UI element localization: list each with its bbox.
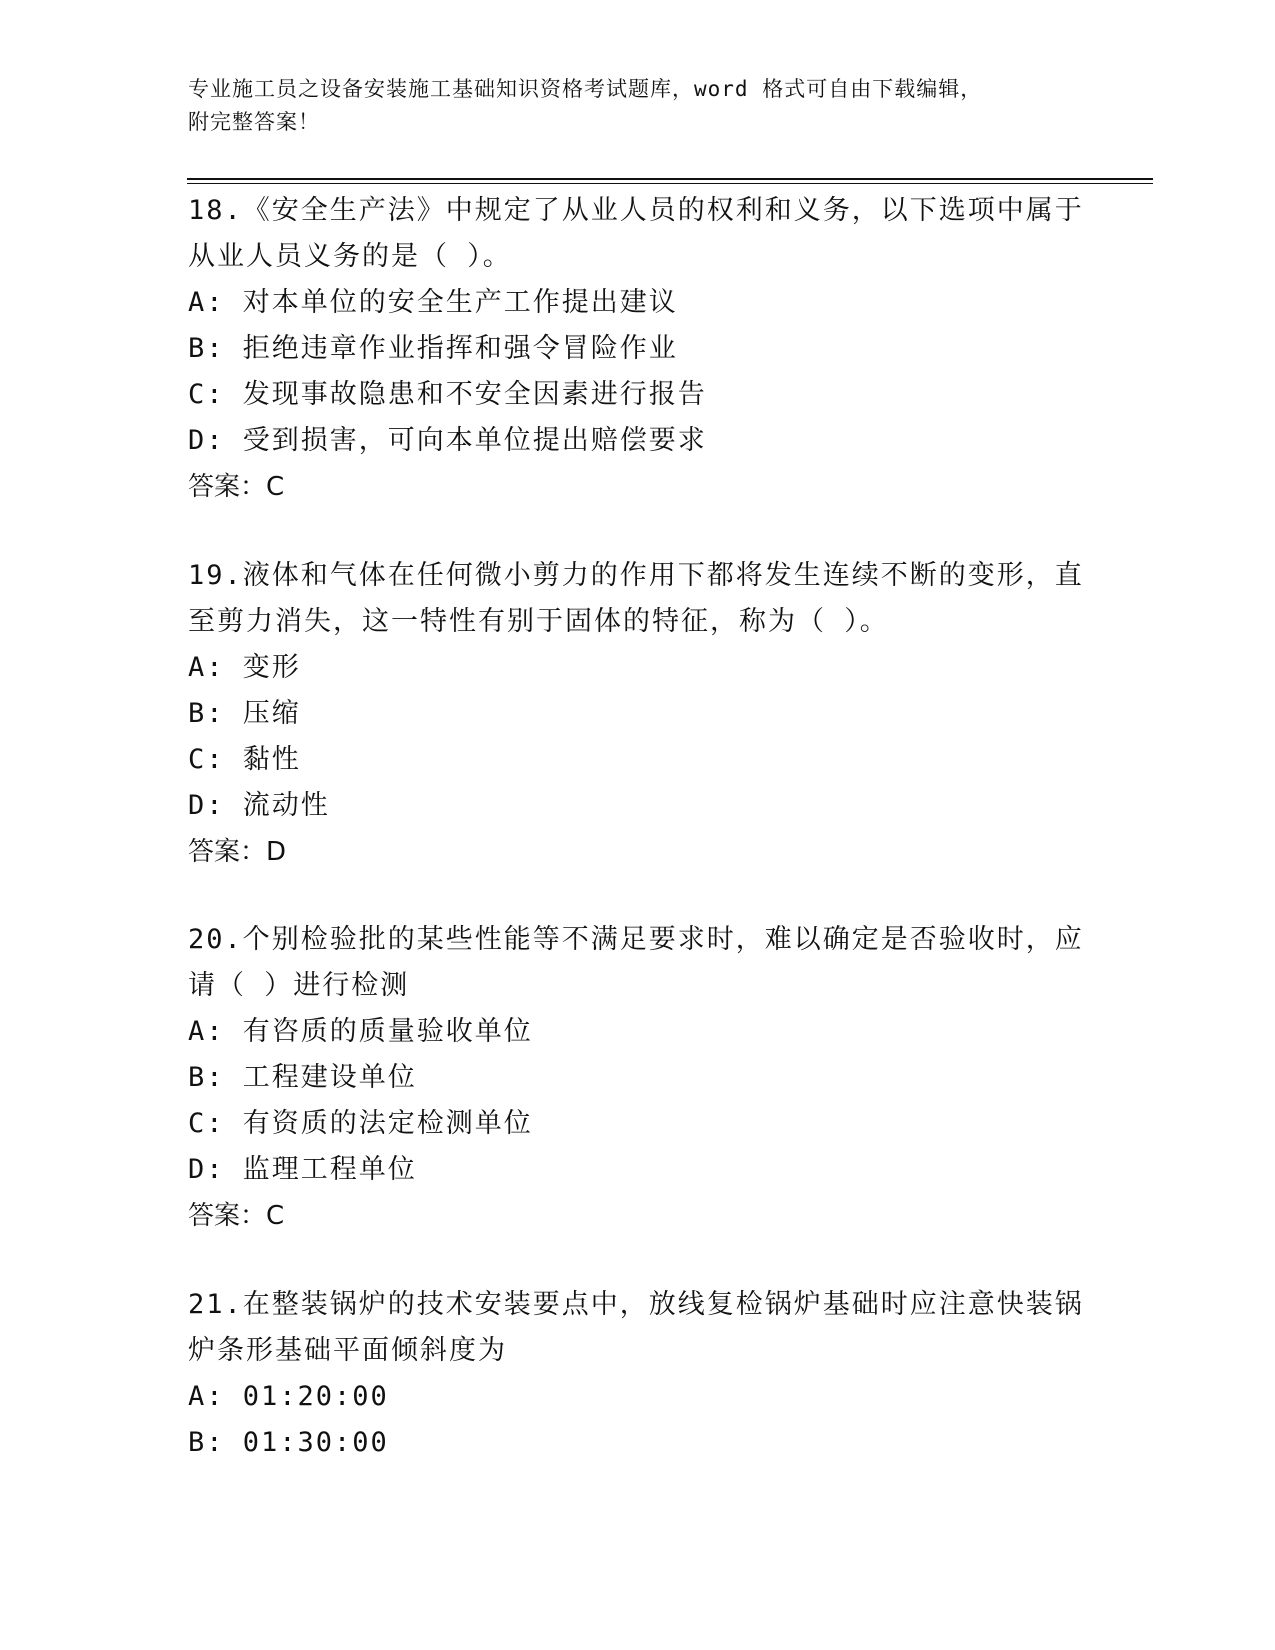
- option-a: A: 对本单位的安全生产工作提出建议: [188, 287, 678, 318]
- option-b: B: 压缩: [188, 698, 301, 729]
- answer-line: 答案：C: [188, 1201, 285, 1231]
- option-d: D: 监理工程单位: [188, 1154, 417, 1185]
- header-divider-thin: [187, 183, 1153, 184]
- question-stem: 18.《安全生产法》中规定了从业人员的权利和义务，以下选项中属于从业人员义务的是（ ）。: [188, 195, 1084, 272]
- question-21: [188, 1282, 1088, 1466]
- option-a: A: 变形: [188, 652, 301, 683]
- header-divider-thick: [187, 178, 1153, 180]
- option-a: A: 有咨质的质量验收单位: [188, 1016, 533, 1047]
- answer-line: 答案：C: [188, 472, 285, 502]
- option-b: B: 工程建设单位: [188, 1062, 417, 1093]
- option-d: D: 受到损害，可向本单位提出赔偿要求: [188, 425, 707, 456]
- option-c: C: 有资质的法定检测单位: [188, 1108, 533, 1139]
- option-b: B: 01:30:00: [188, 1427, 389, 1458]
- option-b: B: 拒绝违章作业指挥和强令冒险作业: [188, 333, 678, 364]
- question-18: [188, 188, 1088, 510]
- question-stem: 19.液体和气体在任何微小剪力的作用下都将发生连续不断的变形，直至剪力消失，这一特性有别于固体的特征，称为（ ）。: [188, 560, 1084, 637]
- option-c: C: 发现事故隐患和不安全因素进行报告: [188, 379, 707, 410]
- option-d: D: 流动性: [188, 790, 330, 821]
- document-header: 专业施工员之设备安装施工基础知识资格考试题库，word 格式可自由下载编辑， 附完整答案！: [188, 77, 983, 134]
- answer-line: 答案：D: [188, 837, 287, 867]
- question-stem: 20.个别检验批的某些性能等不满足要求时，难以确定是否验收时，应请（ ）进行检测: [188, 924, 1084, 1001]
- option-c: C: 黏性: [188, 744, 301, 775]
- question-20: [188, 917, 1088, 1239]
- question-stem: 21.在整装锅炉的技术安装要点中，放线复检锅炉基础时应注意快装锅炉条形基础平面倾斜度为: [188, 1289, 1084, 1366]
- option-a: A: 01:20:00: [188, 1381, 389, 1412]
- question-19: [188, 553, 1088, 875]
